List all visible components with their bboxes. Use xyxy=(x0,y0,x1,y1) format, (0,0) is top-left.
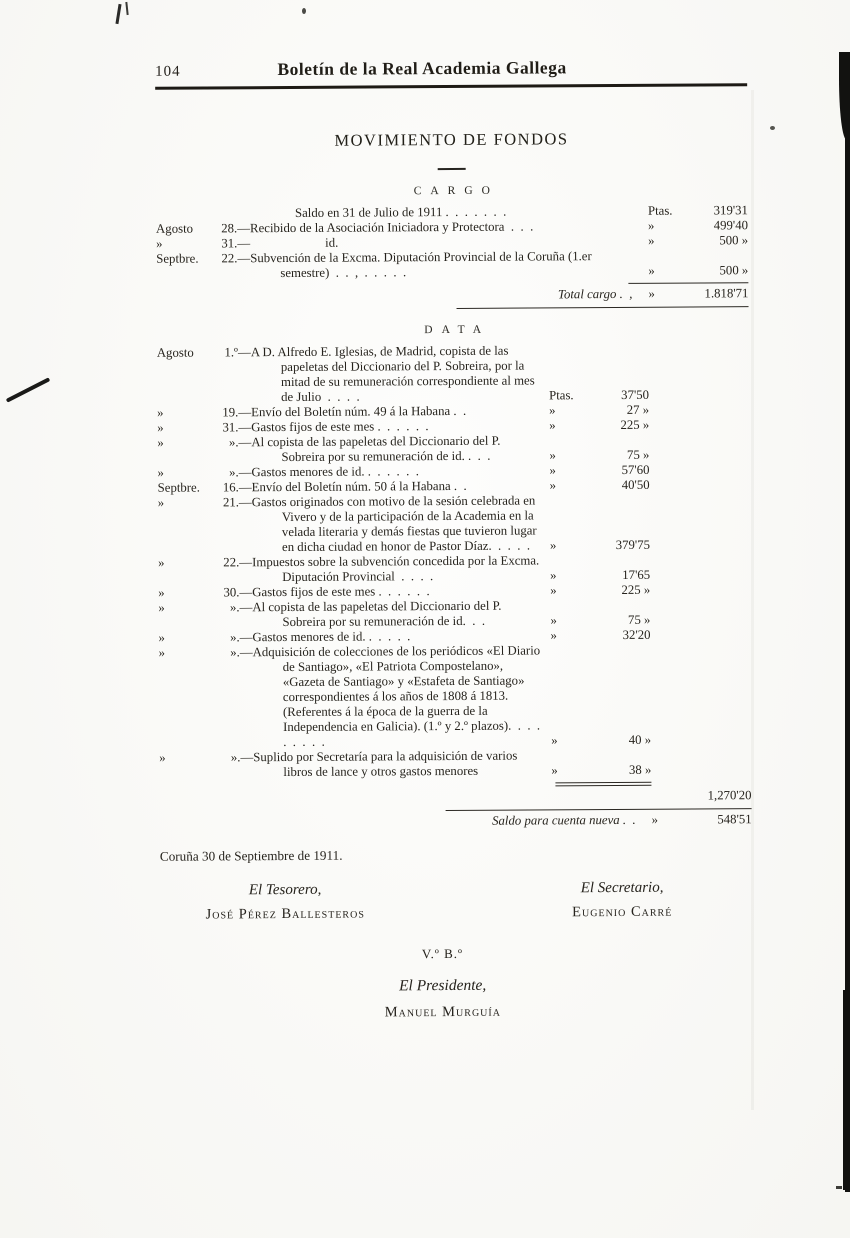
entry-currency: » xyxy=(550,613,557,628)
entry-currency: » xyxy=(549,478,557,493)
data-subtotal-amount: 1,270'20 xyxy=(707,788,752,803)
entry-description: Gastos originados con motivo de la sesión celebrada en Vivero y de la participación de la Academia en la velada literaria y demás fiestas que tuvieron lugar en dicha ciudad en honor de Pastor Díaz. . . . . xyxy=(251,493,540,555)
entry-day: ».— xyxy=(229,465,252,480)
entry-description: Impuestos sobre la subvención concedida por la Excma. Diputación Provincial . . . . xyxy=(252,553,543,585)
ledger-row xyxy=(159,642,752,751)
president-approval-block xyxy=(146,944,738,1023)
entry-month: » xyxy=(157,420,164,435)
entry-amount: 75 » xyxy=(627,612,651,627)
secretary-signature xyxy=(502,879,742,921)
cargo-ledger xyxy=(156,203,749,311)
entry-month: Septbre. xyxy=(157,480,200,495)
ledger-row xyxy=(158,492,750,556)
scan-artifact-slash xyxy=(6,377,51,402)
entry-amount: 500 » xyxy=(719,233,749,248)
entry-amount: 40 » xyxy=(628,732,652,747)
entry-description: Subvención de la Excma. Diputación Provincial de la Coruña (1.er semestre) . . , . . . . . xyxy=(250,249,595,281)
entry-currency: » xyxy=(549,463,556,478)
entry-currency: » xyxy=(549,538,557,553)
entry-month: » xyxy=(158,600,165,615)
header-rule xyxy=(155,83,747,90)
entry-day: 28.— xyxy=(221,221,251,236)
entry-amount: 225 » xyxy=(620,417,650,432)
entry-currency: » xyxy=(549,448,556,463)
dateline: Coruña 30 de Septiembre de 1911. xyxy=(159,847,343,864)
entry-currency: » xyxy=(550,628,557,643)
page-content xyxy=(155,56,753,1023)
total-cargo-currency: » xyxy=(648,286,655,301)
entry-month: » xyxy=(157,495,165,510)
entry-month: Septbre. xyxy=(156,251,199,266)
entry-description: id. xyxy=(325,235,339,250)
total-cargo-row xyxy=(156,286,748,305)
data-ledger xyxy=(157,342,752,781)
ledger-row xyxy=(156,248,748,282)
entry-description: Suplido por Secretaría para la adquisición de varios libros de lance y otros gastos menores xyxy=(253,748,521,780)
page-number: 104 xyxy=(155,63,181,80)
vobo-label: V.º B.º xyxy=(421,945,464,962)
entry-description: A D. Alfredo E. Iglesias, de Madrid, copista de las papeletas del Diccionario del P. Sobreira, por la mitad de su remuneración correspondiente al mes de Julio . . . . xyxy=(250,343,538,405)
page-title: MOVIMIENTO DE FONDOS xyxy=(334,129,569,150)
entry-amount: 499'40 xyxy=(713,218,749,233)
entry-currency: » xyxy=(549,418,556,433)
entry-day: ».— xyxy=(230,630,253,645)
total-cargo-label: Total cargo . , xyxy=(557,286,633,302)
entry-month: » xyxy=(158,585,165,600)
entry-description: Gastos fijos de este mes . . . . . . xyxy=(251,419,429,435)
total-cargo-amount: 1.818'71 xyxy=(704,286,749,301)
scan-artifact-right-wedge xyxy=(839,52,850,140)
entry-amount: 225 » xyxy=(621,582,651,597)
cargo-heading: CARGO xyxy=(413,184,499,198)
secretary-title: El Secretario, xyxy=(580,879,664,897)
entry-description: Gastos menores de id. . . . . . xyxy=(252,629,411,645)
entry-description: Adquisición de colecciones de los periódicos «El Diario de Santiago», «El Patriota Compostelano», «Gazeta de Santiago» y «Estafeta de Santiago» correspondientes á los años de 1808 á 1813. (Referentes á la época de la guerra de la Independencia en Galicia). (1.º y 2.º plazos). . . . . . . . . xyxy=(252,643,547,750)
saldo-ledger xyxy=(160,812,752,831)
entry-day: 31.— xyxy=(222,420,252,435)
data-sum-rules xyxy=(555,782,651,787)
entry-day: 1.º— xyxy=(224,345,251,360)
entry-amount: 17'65 xyxy=(622,567,651,582)
entry-day: ».— xyxy=(230,645,253,660)
scan-artifact-speck-1 xyxy=(302,8,306,14)
entry-month: » xyxy=(158,555,165,570)
entry-day: 21.— xyxy=(222,495,252,510)
journal-title: Boletín de la Real Academia Gallega xyxy=(277,57,567,80)
entry-month: » xyxy=(156,236,163,251)
treasurer-title: El Tesorero, xyxy=(248,881,322,899)
entry-amount: 37'50 xyxy=(621,387,650,402)
ledger-row xyxy=(158,597,750,631)
entry-description: Al copista de las papeletas del Diccionario del P. Sobreira por su remuneración de id. . . xyxy=(252,598,505,630)
treasurer-signature xyxy=(160,881,410,924)
president-title: El Presidente, xyxy=(398,976,487,995)
cargo-sum-rule xyxy=(628,282,748,284)
entry-amount: 379'75 xyxy=(615,537,651,553)
entry-amount: 27 » xyxy=(626,402,650,417)
ledger-row xyxy=(158,552,750,586)
ledger-row xyxy=(157,432,749,466)
entry-amount: 75 » xyxy=(626,447,650,462)
ledger-row xyxy=(157,342,749,406)
saldo-row xyxy=(160,812,752,831)
entry-day: 22.— xyxy=(221,251,251,266)
entry-currency: » xyxy=(551,763,558,778)
entry-description: Al copista de las papeletas del Diccionario del P. Sobreira por su remuneración de id. . . . xyxy=(251,433,504,465)
scan-artifact-right-thick xyxy=(843,990,850,1190)
entry-amount: 57'60 xyxy=(621,462,650,477)
entry-description: Gastos fijos de este mes . . . . . . xyxy=(252,584,430,600)
entry-currency: » xyxy=(647,218,655,233)
title-divider xyxy=(438,168,466,170)
entry-currency: » xyxy=(648,233,655,248)
entry-month: » xyxy=(158,630,165,645)
entry-day: ».— xyxy=(230,750,254,765)
entry-amount: 38 » xyxy=(628,762,652,777)
secretary-name: Eugenio Carré xyxy=(572,903,673,921)
entry-amount: 319'31 xyxy=(713,203,748,218)
entry-day: 22.— xyxy=(223,555,253,570)
entry-description: Recibido de la Asociación Iniciadora y Protectora . . . xyxy=(249,219,534,236)
entry-month: Agosto xyxy=(156,345,194,360)
entry-amount: 500 » xyxy=(719,263,749,278)
entry-month: » xyxy=(158,645,166,660)
entry-month: » xyxy=(157,465,164,480)
saldo-amount: 548'51 xyxy=(717,812,752,827)
entry-day: 19.— xyxy=(222,405,252,420)
entry-currency: » xyxy=(551,733,558,748)
entry-day: ».— xyxy=(229,600,253,615)
scan-artifact-mark-2 xyxy=(125,2,128,15)
president-name: Manuel Murguía xyxy=(384,1003,501,1021)
entry-currency: » xyxy=(549,403,556,418)
entry-day: 16.— xyxy=(222,480,252,495)
entry-description: Envío del Boletín núm. 50 á la Habana . . xyxy=(251,478,467,495)
presaldo-rule xyxy=(446,808,752,811)
entry-day: 30.— xyxy=(223,585,253,600)
entry-currency: Ptas. xyxy=(647,203,673,218)
entry-day: 31.— xyxy=(221,236,251,251)
data-heading: DATA xyxy=(424,323,491,337)
entry-month: » xyxy=(159,750,166,765)
saldo-currency: » xyxy=(651,812,659,827)
entry-amount: 32'20 xyxy=(622,627,651,642)
entry-month: Agosto xyxy=(155,221,194,236)
entry-month: » xyxy=(157,435,164,450)
entry-currency: Ptas. xyxy=(549,388,574,403)
entry-day: ».— xyxy=(228,435,252,450)
saldo-label: Saldo para cuenta nueva . . xyxy=(492,812,636,828)
scan-artifact-speck-3 xyxy=(836,1186,842,1189)
entry-month: » xyxy=(157,405,164,420)
entry-currency: » xyxy=(550,568,557,583)
entry-description: Gastos menores de id. . . . . . . xyxy=(251,464,419,480)
scan-artifact-mark-1 xyxy=(115,4,121,24)
scan-artifact-speck-2 xyxy=(770,126,775,130)
ledger-row xyxy=(159,747,751,781)
entry-description: Saldo en 31 de Julio de 1911 . . . . . . . xyxy=(294,204,507,220)
data-subtotal xyxy=(159,788,751,807)
entry-amount: 40'50 xyxy=(621,477,650,492)
treasurer-name: José Pérez Ballesteros xyxy=(205,905,365,923)
signatures xyxy=(160,879,752,924)
entry-currency: » xyxy=(550,583,557,598)
cargo-end-rule xyxy=(457,306,749,309)
entry-currency: » xyxy=(648,263,655,278)
page-header xyxy=(155,56,747,81)
entry-description: Envío del Boletín núm. 49 á la Habana . . xyxy=(251,403,467,420)
